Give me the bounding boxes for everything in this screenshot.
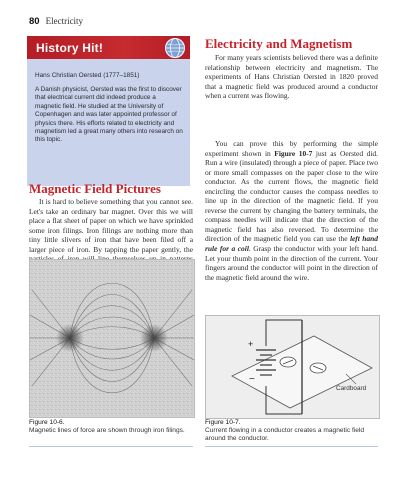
figure-10-7-label: Figure 10-7.	[205, 419, 241, 426]
positive-terminal-label: +	[248, 339, 254, 349]
electricity-magnetism-paragraph-2	[205, 139, 378, 282]
caption-divider-right	[205, 446, 378, 447]
figure-10-6-caption-text: Magnetic lines of force are shown through iron filings.	[29, 427, 185, 435]
negative-terminal-label: −	[249, 374, 255, 385]
figure-10-7-diagram	[205, 315, 380, 419]
magnetic-field-pictures-heading: Magnetic Field Pictures	[29, 181, 161, 196]
history-hit-name: Hans Christian Oersted (1777–1851)	[35, 72, 140, 79]
compass-1-icon	[280, 357, 296, 367]
history-hit-title: History Hit!	[36, 41, 104, 55]
electricity-magnetism-heading: Electricity and Magnetism	[205, 36, 353, 51]
figure-10-7-caption	[205, 419, 378, 444]
page-header	[29, 16, 83, 27]
globe-icon	[164, 37, 186, 59]
em-paragraph-2-text-a: You can prove this by performing the simple experiment shown in	[205, 139, 378, 158]
em-paragraph-1-text: For many years scientists believed there was a definite relationship between electricity and magnetism. The experiments of Hans Christian Oersted in 1820 proved that a magnetic field was produced around a conductor when a current was flowing.	[205, 53, 378, 101]
history-hit-body: A Danish physicist, Oersted was the first to discover that electrical current did indeed produce a magnetic field. He studied at the University of Copenhagen and was later appointed professor of physics there. His efforts related to electricity and magnetism led a great many others into research on this topic.	[35, 86, 183, 144]
magnetic-field-text: It is hard to believe something that you cannot see. Let's take an ordinary bar magnet. Over this we will place a flat sheet of paper on which we have sprinkled some iron filings. Iron filings are nothing more than tiny little slivers of iron that have been filed off a larger piece of iron. By tapping the paper gently, the	[29, 197, 193, 254]
electricity-magnetism-paragraph-1	[205, 53, 378, 101]
page-number: 80	[29, 16, 40, 27]
conductor-compass-diagram	[206, 316, 379, 418]
iron-filings-photo	[30, 260, 194, 417]
em-paragraph-2-text-c: . Grasp the conductor with your left hand. Let your thumb point in the direction of the current. Your fingers around the conductor will point in the direction of the magnetic field around the wire.	[205, 244, 378, 282]
figure-10-7-reference: Figure 10-7	[274, 148, 313, 158]
figure-10-6-image	[29, 259, 195, 418]
compass-2-icon	[310, 363, 326, 373]
cardboard-label: Cardboard	[336, 385, 367, 392]
left-hand-rule-term: left hand rule for a coil	[205, 234, 378, 254]
figure-10-6-label: Figure 10-6.	[29, 419, 65, 426]
figure-10-6-caption	[29, 419, 193, 435]
figure-10-7-caption-text: Current flowing in a conductor creates a magnetic field around the conductor.	[205, 427, 365, 443]
em-paragraph-2-text-b: just as Oersted did. Run a wire (insulated) through a piece of paper. Place two or more small compasses on the paper close to the wire conductor. As the current flows, the magnetic field encircling the conductor causes the compass needles to line up in the direction of the magnetic field. If you reverse the current by changing the battery terminals, the compass needles will indicate that the direction of the magnetic field has also reversed. To determine the direction of the magnetic field you can use the	[205, 148, 378, 244]
caption-divider-left	[29, 446, 193, 447]
section-title: Electricity	[45, 16, 84, 26]
